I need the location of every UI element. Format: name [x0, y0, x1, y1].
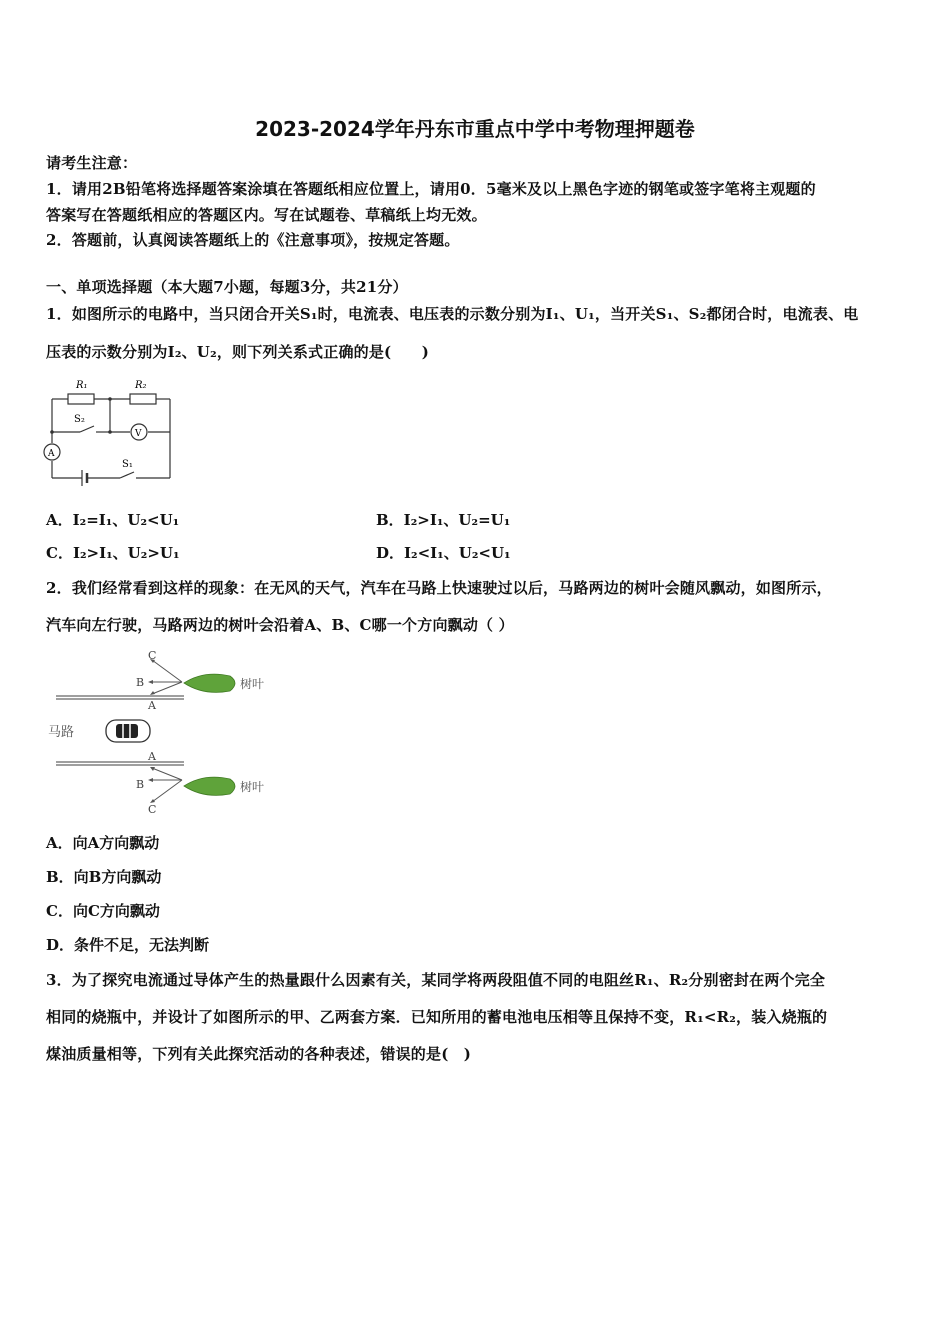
label-b-top: B — [136, 676, 145, 689]
label-b-bottom: B — [136, 778, 145, 791]
q2-option-a: A．向A方向飘动 — [46, 834, 160, 852]
q1-option-c: C．I₂>I₁、U₂>U₁ — [46, 544, 180, 562]
label-c-bottom: C — [148, 803, 157, 816]
notice-item-1: 1．请用2B铅笔将选择题答案涂填在答题纸相应位置上，请用0．5毫米及以上黑色字迹的钢笔或签字笔将主观题的 — [46, 180, 816, 198]
label-voltmeter: V — [135, 429, 142, 439]
q1-option-b: B．I₂>I₁、U₂=U₁ — [376, 511, 511, 529]
label-leaf-bottom: 树叶 — [240, 780, 265, 794]
notice-item-3: 2．答题前，认真阅读答题纸上的《注意事项》，按规定答题。 — [46, 231, 460, 249]
circuit-diagram — [40, 372, 180, 488]
notice-item-2: 答案写在答题纸相应的答题区内。写在试题卷、草稿纸上均无效。 — [46, 206, 487, 224]
leaf-icon-bottom — [184, 777, 235, 795]
resistor-r1 — [68, 394, 94, 404]
label-leaf-top: 树叶 — [240, 677, 265, 691]
switch-s2-blade — [80, 426, 94, 432]
road-leaf-diagram — [44, 646, 280, 818]
q3-stem-line-1: 3．为了探究电流通过导体产生的热量跟什么因素有关，某同学将两段阻值不同的电阻丝R₁、R₂分别密封在两个完全 — [46, 971, 826, 989]
q1-stem-line-1: 1．如图所示的电路中，当只闭合开关S₁时，电流表、电压表的示数分别为I₁、U₁，当开关S₁、S₂都闭合时，电流表、电 — [46, 305, 859, 323]
resistor-r2 — [130, 394, 156, 404]
label-r2: R₂ — [135, 380, 147, 391]
q1-stem-line-2: 压表的示数分别为I₂、U₂，则下列关系式正确的是( ) — [46, 343, 430, 361]
label-s1: S₁ — [122, 459, 133, 470]
page-title: 2023-2024学年丹东市重点中学中考物理押题卷 — [255, 117, 695, 141]
q3-stem-line-3: 煤油质量相等，下列有关此探究活动的各种表述，错误的是( ) — [46, 1045, 471, 1063]
q3-stem-line-2: 相同的烧瓶中，并设计了如图所示的甲、乙两套方案．已知所用的蓄电池电压相等且保持不变，R₁<R₂，装入烧瓶的 — [46, 1008, 828, 1026]
switch-s1-blade — [120, 472, 134, 478]
label-r1: R₁ — [76, 380, 88, 391]
q2-option-d: D．条件不足，无法判断 — [46, 936, 210, 954]
q2-stem-line-1: 2．我们经常看到这样的现象：在无风的天气，汽车在马路上快速驶过以后，马路两边的树叶会随风飘动，如图所示， — [46, 579, 832, 597]
q1-option-a: A．I₂=I₁、U₂<U₁ — [46, 511, 180, 529]
label-road: 马路 — [48, 725, 75, 740]
label-a-top: A — [148, 699, 156, 712]
q2-option-b: B．向B方向飘动 — [46, 868, 162, 886]
label-a-bottom: A — [148, 750, 156, 763]
q1-option-d: D．I₂<I₁、U₂<U₁ — [376, 544, 511, 562]
q2-stem-line-2: 汽车向左行驶，马路两边的树叶会沿着A、B、C哪一个方向飘动（ ） — [46, 616, 514, 634]
leaf-icon-top — [184, 674, 235, 692]
section-heading: 一、单项选择题（本大题7小题，每题3分，共21分） — [46, 278, 408, 296]
label-ammeter: A — [48, 449, 55, 459]
notice-heading: 请考生注意： — [46, 154, 138, 172]
label-c-top: C — [148, 649, 157, 662]
q2-option-c: C．向C方向飘动 — [46, 902, 160, 920]
car-icon — [106, 720, 150, 742]
label-s2: S₂ — [74, 414, 85, 425]
